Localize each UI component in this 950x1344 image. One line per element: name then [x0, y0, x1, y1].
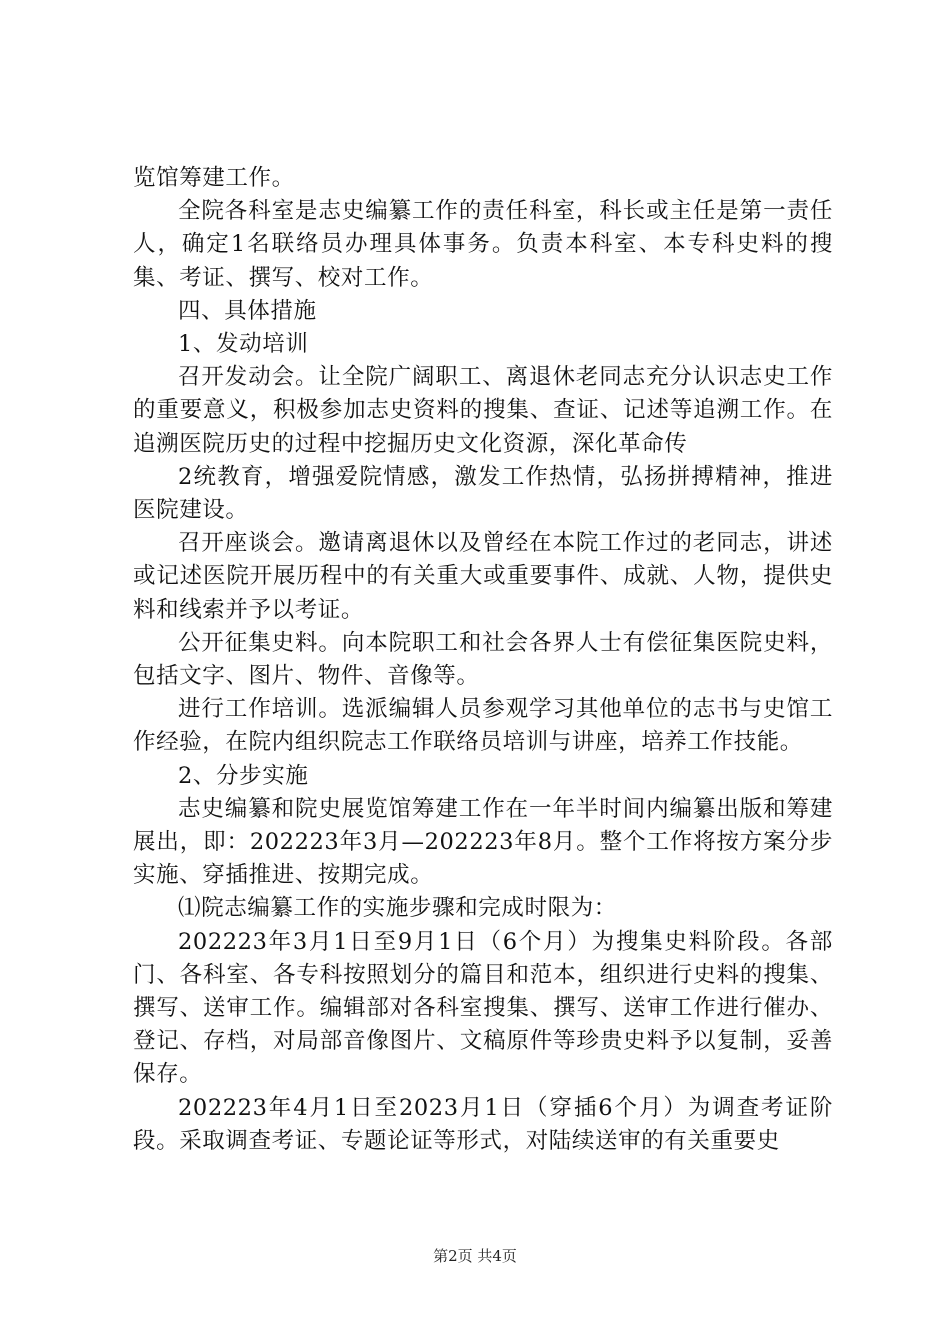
paragraph: 202223年3月1日至9月1日（6个月）为搜集史料阶段。各部门、各科室、各专科按照划分的篇目和范本，组织进行史料的搜集、撰写、送审工作。编辑部对各科室搜集、撰写、送审工作进行催办、登记、存档，对局部音像图片、文稿原件等珍贵史料予以复制，妥善保存。 — [133, 928, 833, 1088]
paragraph: 2统教育，增强爱院情感，激发工作热情，弘扬拼搏精神，推进医院建设。 — [133, 463, 833, 524]
section-heading: 四、具体措施 — [178, 297, 317, 324]
paragraph: 202223年4月1日至2023月1日（穿插6个月）为调查考证阶段。采取调查考证、专题论证等形式，对陆续送审的有关重要史 — [133, 1094, 833, 1154]
paragraph: 览馆筹建工作。 — [133, 165, 295, 191]
paragraph: 进行工作培训。选派编辑人员参观学习其他单位的志书与史馆工作经验，在院内组织院志工作联络员培训与讲座，培养工作技能。 — [133, 696, 833, 756]
paragraph: 召开发动会。让全院广阔职工、离退休老同志充分认识志史工作的重要意义，积极参加志史资料的搜集、查证、记述等追溯工作。在追溯医院历史的过程中挖掘历史文化资源，深化革命传 — [133, 364, 833, 457]
paragraph: 召开座谈会。邀请离退休以及曾经在本院工作过的老同志，讲述或记述医院开展历程中的有关重大或重要事件、成就、人物，提供史料和线索并予以考证。 — [133, 530, 833, 623]
subsection-heading: 1、发动培训 — [178, 331, 309, 358]
paragraph: 公开征集史料。向本院职工和社会各界人士有偿征集医院史料，包括文字、图片、物件、音像等。 — [133, 629, 833, 690]
document-body — [133, 162, 833, 1158]
list-item-heading: ⑴院志编纂工作的实施步骤和完成时限为： — [178, 895, 617, 922]
paragraph: 志史编纂和院史展览馆筹建工作在一年半时间内编纂出版和筹建展出，即：202223年3月—202223年8月。整个工作将按方案分步实施、穿插推进、按期完成。 — [133, 795, 833, 889]
subsection-heading: 2、分步实施 — [178, 762, 309, 789]
paragraph: 全院各科室是志史编纂工作的责任科室，科长或主任是第一责任人，确定1名联络员办理具体事务。负责本科室、本专科史料的搜集、考证、撰写、校对工作。 — [133, 198, 833, 291]
page-footer: 第2页 共4页 — [433, 1247, 517, 1265]
